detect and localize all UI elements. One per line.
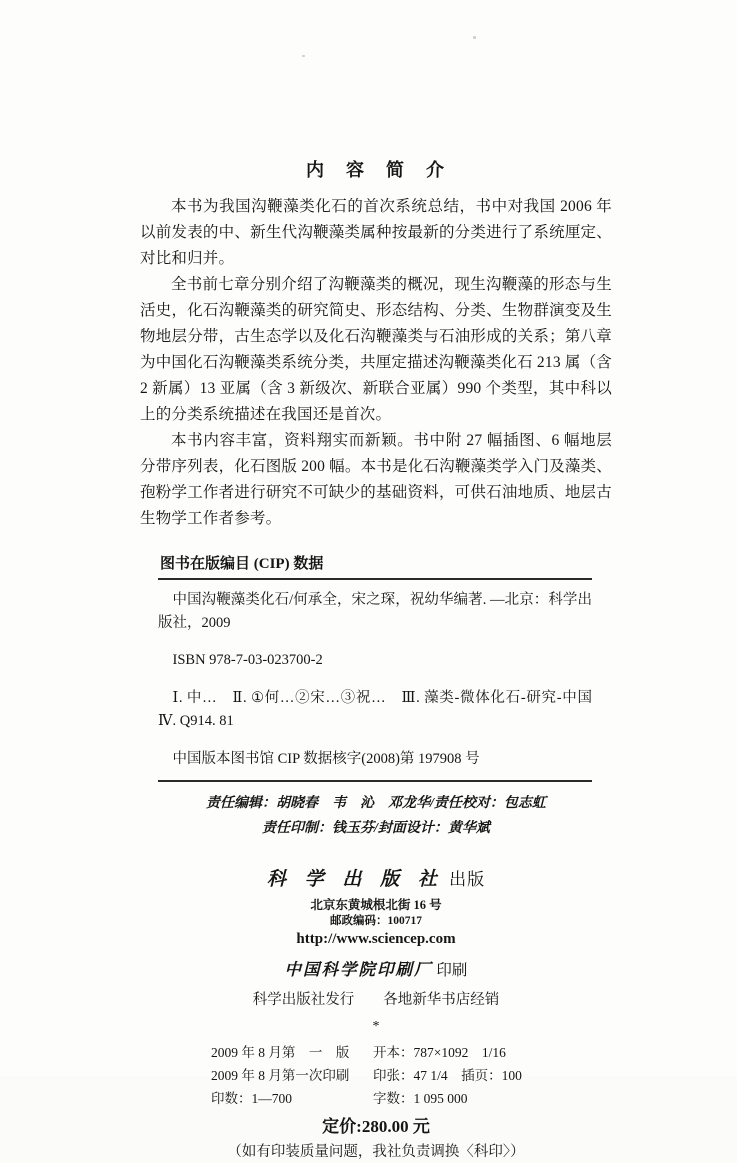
cip-bottom-rule	[158, 780, 592, 782]
cip-record-number: 中国版本图书馆 CIP 数据核字(2008)第 197908 号	[172, 751, 480, 767]
printer-name-logotype: 中国科学院印刷厂	[284, 960, 433, 979]
cip-classification: Ⅰ. 中… Ⅱ. ①何…②宋…③祝… Ⅲ. 藻类-微体化石-研究-中国 Ⅳ. Q914. 81	[158, 690, 592, 729]
printing-info-row	[211, 1041, 541, 1064]
word-count-info: 字数：1 095 000	[373, 1091, 468, 1106]
abstract-paragraph-1: 本书为我国沟鞭藻类化石的首次系统总结，书中对我国 2006 年以前发表的中、新生代沟鞭藻类属种按最新的分类进行了系统厘定、对比和归并。	[140, 198, 612, 267]
publisher-name-logotype: 科 学 出 版 社	[266, 869, 444, 890]
cip-top-rule	[158, 578, 592, 580]
distribution-line: 科学出版社发行 各地新华书店经销	[252, 992, 500, 1008]
publisher-section	[140, 867, 612, 1037]
print-run-info: 印数：1—700	[211, 1091, 292, 1106]
abstract-paragraph-3: 本书内容丰富，资料翔实而新颖。书中附 27 幅插图、6 幅地层分带序列表，化石图版 200 幅。本书是化石沟鞭藻类学入门及藻类、孢粉学工作者进行研究不可缺少的基础资料，可供石油地质、地层古生物学工作者参考。	[140, 432, 612, 527]
format-info: 开本：787×1092 1/16	[373, 1045, 506, 1060]
staff-printing-line: 责任印制：钱玉芬/封面设计：黄华斌	[262, 821, 490, 836]
impression-info: 2009 年 8 月第一次印刷	[211, 1068, 350, 1083]
publisher-website: http://www.sciencep.com	[296, 931, 456, 947]
scan-speck	[302, 55, 305, 57]
price-line: 定价:280.00 元	[322, 1117, 430, 1136]
abstract-paragraph-2: 全书前七章分别介绍了沟鞭藻类的概况，现生沟鞭藻的形态与生活史，化石沟鞭藻类的研究简史、形态结构、分类、生物群演变及生物地层分带，古生态学以及化石沟鞭藻类与石油形成的关系；第八章为中国化石沟鞭藻类系统分类，共厘定描述沟鞭藻类化石 213 属（含 2 新属）13 亚属（含 3 新级次、新联合亚属）990 个类型，其中科以上的分类系统描述在我国还是首次。	[140, 276, 612, 423]
cip-isbn: ISBN 978-7-03-023700-2	[172, 652, 323, 668]
scan-speck	[473, 36, 476, 39]
edition-info: 2009 年 8 月第 一 版	[211, 1045, 350, 1060]
staff-section	[140, 791, 612, 841]
quality-note: （如有印装质量问题，我社负责调换〈科印〉）	[227, 1144, 525, 1160]
staff-editors-line: 责任编辑：胡晓春 韦 沁 邓龙华/责任校对：包志虹	[206, 796, 546, 811]
abstract-title: 内 容 简 介	[306, 160, 446, 180]
cip-body	[140, 589, 592, 771]
cip-entry: 中国沟鞭藻类化石/何承全，宋之琛，祝幼华编著. —北京：科学出版社，2009	[158, 592, 592, 631]
printer-suffix: 印刷	[432, 962, 468, 979]
printing-info-row	[211, 1087, 541, 1110]
publisher-address: 北京东黄城根北街 16 号	[310, 898, 442, 912]
abstract-section	[140, 156, 612, 532]
cip-section	[140, 552, 612, 782]
publish-suffix: 出版	[443, 870, 486, 889]
page-content	[140, 156, 612, 1163]
publisher-postcode: 邮政编码：100717	[330, 915, 422, 927]
sheets-info: 印张：47 1/4 插页：100	[373, 1068, 522, 1083]
printer-line	[140, 958, 612, 983]
separator-asterisk: *	[372, 1019, 380, 1034]
cip-heading: 图书在版编目 (CIP) 数据	[160, 556, 324, 572]
publisher-name-line	[140, 867, 612, 894]
